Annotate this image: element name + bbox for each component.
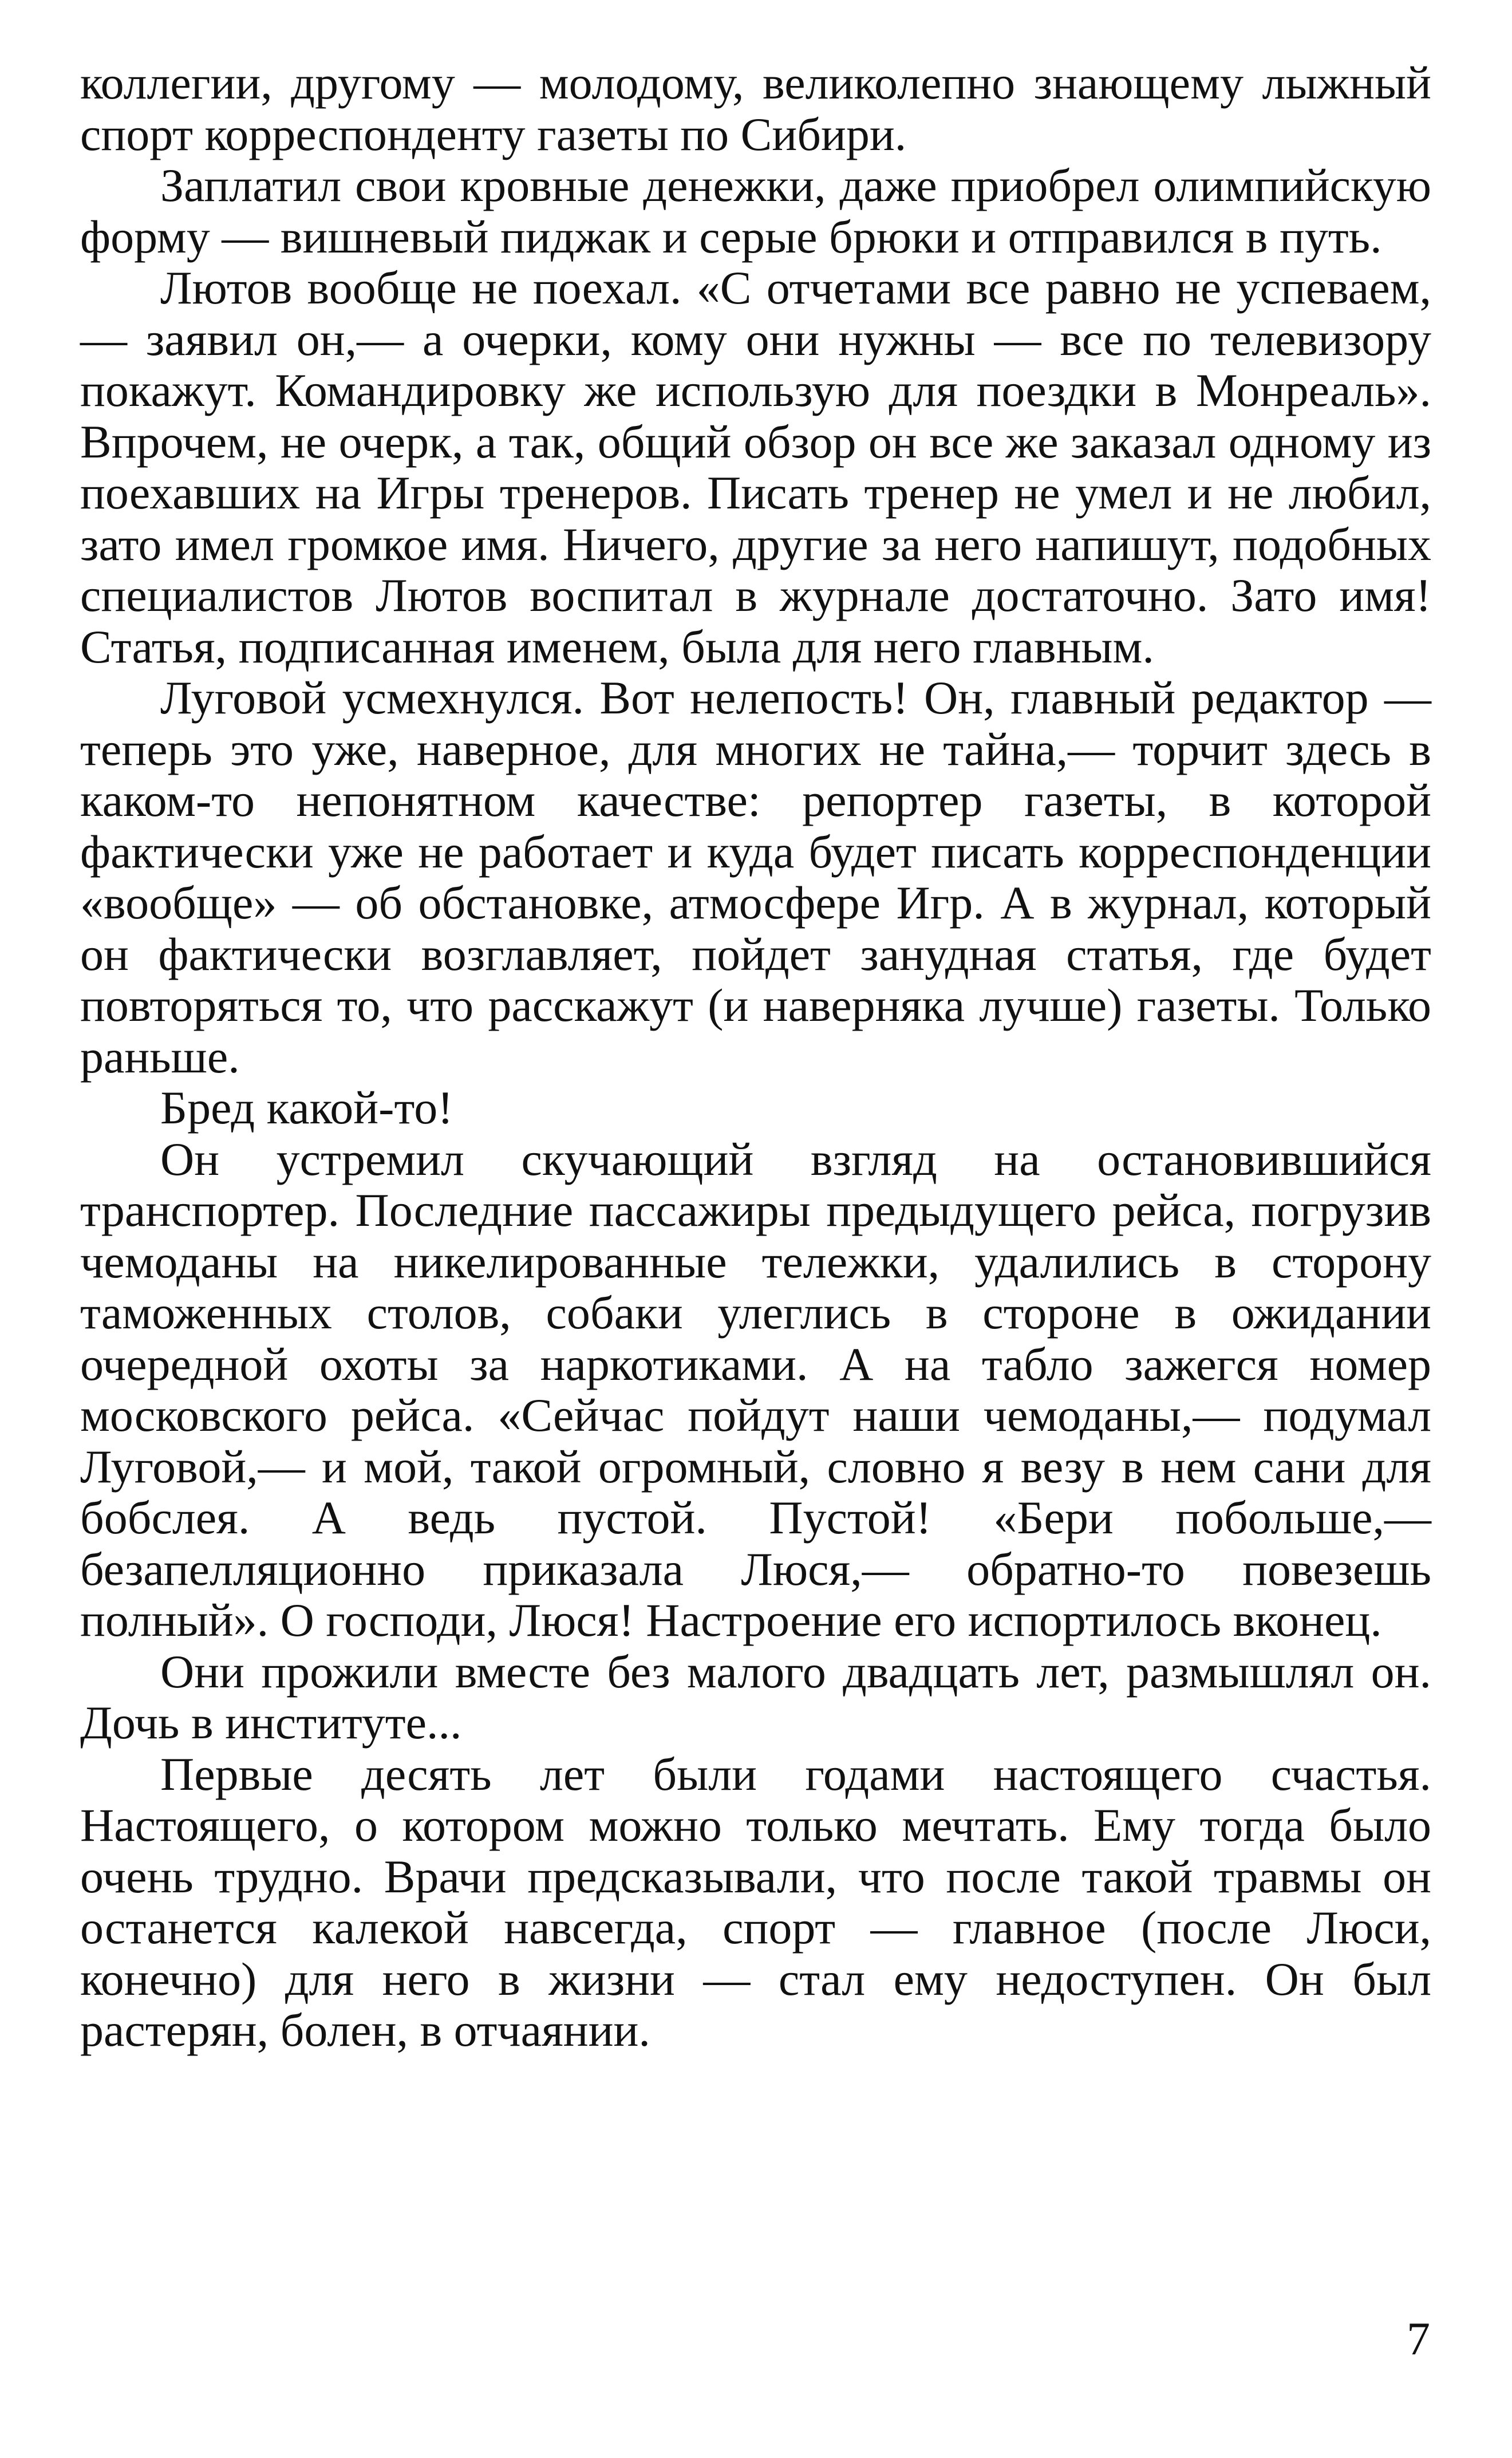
paragraph: Они прожили вместе без малого двадцать лет, размышлял он. Дочь в институте...: [80, 1645, 1431, 1749]
paragraph: Луговой усмехнулся. Вот нелепость! Он, главный редактор — теперь это уже, наверное, для многих не тайна,— торчит здесь в каком-то непонятном качестве: репортер газеты, в которой фактически уже не работает и куда будет писать корреспонденции «вообще» — об обстановке, атмосфере Игр. А в журнал, который он фактически возглавляет, пойдет занудная статья, где будет повторяться то, что расскажут (и наверняка лучше) газеты. Только раньше.: [80, 672, 1431, 1083]
paragraph: Заплатил свои кровные денежки, даже приобрел олимпийскую форму — вишневый пиджак и серые брюки и отправился в путь.: [80, 159, 1431, 263]
paragraph-continuation: коллегии, другому — молодому, великолепно знающему лыжный спорт корреспонденту газеты по Сибири.: [80, 57, 1431, 160]
paragraph: Лютов вообще не поехал. «С отчетами все равно не успеваем,— заявил он,— а очерки, кому они нужны — все по телевизору покажут. Командировку же использую для поездки в Монреаль». Впрочем, не очерк, а так, общий обзор он все же заказал одному из поехавших на Игры тренеров. Писать тренер не умел и не любил, зато имел громкое имя. Ничего, другие за него напишут, подобных специалистов Лютов воспитал в журнале достаточно. Зато имя! Статья, подписанная именем, была для него главным.: [80, 262, 1431, 673]
page-number: 7: [1407, 2313, 1430, 2365]
paragraph: Бред какой-то!: [160, 1082, 453, 1134]
body-text: [80, 57, 1431, 2056]
paragraph: Он устремил скучающий взгляд на остановившийся транспортер. Последние пассажиры предыдущего рейса, погрузив чемоданы на никелированные тележки, удалились в сторону таможенных столов, собаки улеглись в стороне в ожидании очередной охоты за наркотиками. А на табло зажегся номер московского рейса. «Сейчас пойдут наши чемоданы,— подумал Луговой,— и мой, такой огромный, словно я везу в нем сани для бобслея. А ведь пустой. Пустой! «Бери побольше,— безапелляционно приказала Люся,— обратно-то повезешь полный». О господи, Люся! Настроение его испортилось вконец.: [80, 1133, 1431, 1646]
paragraph: Первые десять лет были годами настоящего счастья. Настоящего, о котором можно только мечтать. Ему тогда было очень трудно. Врачи предсказывали, что после такой травмы он останется калекой навсегда, спорт — главное (после Люси, конечно) для него в жизни — стал ему недоступен. Он был растерян, болен, в отчаянии.: [80, 1747, 1431, 2056]
